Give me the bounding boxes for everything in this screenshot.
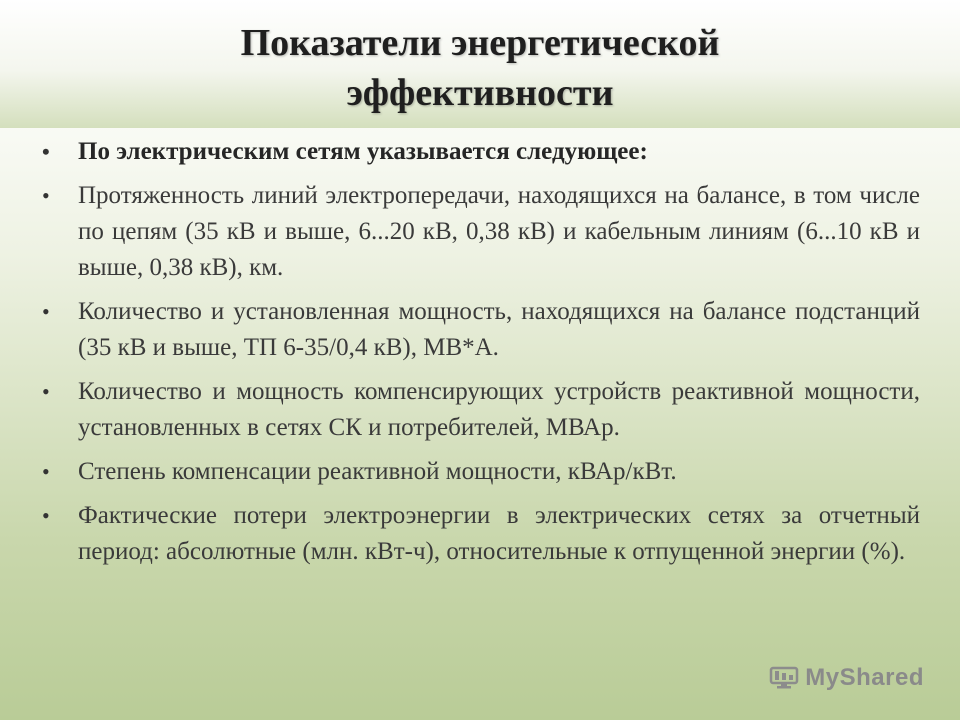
slide-title-line-1: Показатели энергетической xyxy=(240,22,720,64)
list-item xyxy=(40,178,920,286)
myshared-watermark[interactable] xyxy=(769,664,924,692)
slide-title xyxy=(0,18,960,118)
list-item xyxy=(40,454,920,490)
list-item-text: Количество и мощность компенсирующих устройств реактивной мощности, установленных в сетях СК и потребителей, МВАр. xyxy=(78,378,920,441)
slide-title-line-2: эффективности xyxy=(346,72,614,114)
list-item xyxy=(40,374,920,446)
list-item xyxy=(40,498,920,570)
bullet-icon: • xyxy=(42,459,50,484)
bullet-icon: • xyxy=(42,379,50,404)
bullet-icon: • xyxy=(42,299,50,324)
bullet-icon: • xyxy=(42,183,50,208)
list-item-text: По электрическим сетям указывается следующее: xyxy=(78,138,648,165)
list-item-text: Фактические потери электроэнергии в электрических сетях за отчетный период: абсолютные (млн. кВт-ч), относительные к отпущенной энергии (%). xyxy=(78,502,920,565)
list-item-text: Степень компенсации реактивной мощности, кВАр/кВт. xyxy=(78,458,677,485)
bullet-icon: • xyxy=(42,503,50,528)
bullet-list xyxy=(40,134,920,578)
list-item-text: Количество и установленная мощность, находящихся на балансе подстанций (35 кВ и выше, ТП 6-35/0,4 кВ), МВ*А. xyxy=(78,298,920,361)
myshared-logo-icon xyxy=(769,666,799,690)
bullet-icon: • xyxy=(42,139,50,164)
watermark-text: MyShared xyxy=(805,664,924,691)
list-item-text: Протяженность линий электропередачи, находящихся на балансе, в том числе по цепям (35 кВ и выше, 6...20 кВ, 0,38 кВ) и кабельным линиям (6...10 кВ и выше, 0,38 кВ), км. xyxy=(78,182,920,281)
list-item xyxy=(40,294,920,366)
list-item xyxy=(40,134,920,170)
